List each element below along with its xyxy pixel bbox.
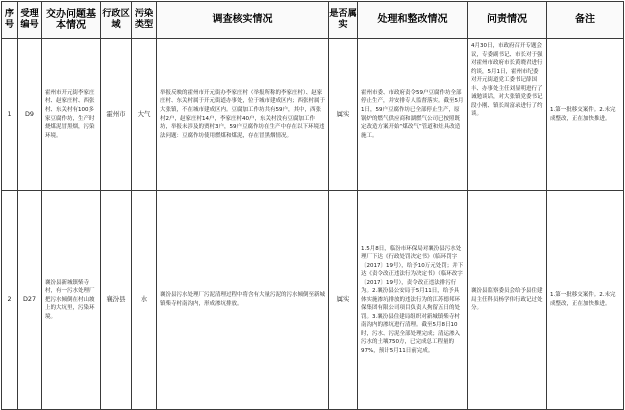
header-issue: 交办问题基本情况 (42, 2, 101, 39)
table-body (2, 39, 624, 410)
header-accountability: 问责情况 (468, 2, 547, 39)
header-case-no: 受理编号 (18, 2, 42, 39)
cell-accountability: 襄汾县监察委员会给予县住建局主任科员杨学伟行政记过处分。 (468, 191, 547, 410)
header-region: 行政区域 (101, 2, 132, 39)
header-remarks: 备注 (547, 2, 624, 39)
table-row (2, 191, 624, 410)
cell-verified: 属实 (329, 39, 358, 191)
table-row (2, 39, 624, 191)
cell-region: 襄汾县 (101, 191, 132, 410)
cell-region: 霍州市 (101, 39, 132, 191)
cell-issue: 襄汾县新城镇柴寺村，有一污水处理厂把污水倾倒在村山坡上的大坑里，污染环境。 (42, 191, 101, 410)
cell-handling: 霍州市委、市政府责令59户豆腐作坊全部停止生产，并安排专人监督落实。截至5月1日，59户豆腐作坊已全部停止生产，原锅炉的燃气供应商和湖燃气公司已按照既定改造方案开始“煤改气”管道和灶具改造施工。 (358, 39, 468, 191)
cell-pollution-type: 水 (132, 191, 157, 410)
cell-case-no: D27 (18, 191, 42, 410)
cell-seq: 2 (2, 191, 18, 410)
table-header (2, 2, 624, 39)
header-verified: 是否属实 (329, 2, 358, 39)
cell-pollution-type: 大气 (132, 39, 157, 191)
cell-seq: 1 (2, 39, 18, 191)
cell-remarks: 1.第一批移交案件。2.未完成整改，正在加快推进。 (547, 39, 624, 191)
cell-investigation: 举报反映的霍州市开元街办李家庄村（举报所称的李家庄村）、赵家庄村、东关村属于开元街道办事处，位于城市建成区内；西张村属于大张镇，不在城市建成区内。豆腐加工作坊共有59户，其中，西张村2户，赵家庄村14户，李家庄村40户，东关村没有豆腐加工作坊，举报未涉及的贾村3户，59户豆腐作坊在生产中存在以下环境违法问题：豆腐作坊使用燃煤和煤泥，存在冒黑烟情况。 (157, 39, 329, 191)
header-seq: 序号 (2, 2, 18, 39)
cell-verified: 属实 (329, 191, 358, 410)
case-table (1, 1, 624, 410)
header-handling: 处理和整改情况 (358, 2, 468, 39)
header-row (2, 2, 624, 39)
cell-remarks: 1.第一批移交案件。2.未完成整改，正在加快推进。 (547, 191, 624, 410)
cell-case-no: D9 (18, 39, 42, 191)
cell-accountability: 4月30日，市政府召开专题会议，专委副书记、市长对于强对霍州市政府市长黄晓君进行约谈，5月1日，霍州市纪委对开元街道党工委书记薛国丰、办事处主任刘显明进行了诫勉谈话，对大张镇党委书记段小刚、镇长周富录进行了约谈。 (468, 39, 547, 191)
header-investigation: 调查核实情况 (157, 2, 329, 39)
cell-handling: 1.5月8日，临汾市环保局对襄汾县污水处理厂下达《行政处罚决定书》（临环罚字〔2017〕19号），给予10万元处罚；并下达《责令改正违法行为决定书》（临环改字〔2017〕19号），责令改正违法排污行为。2.襄汾县公安局于5月11日，给予具体实施渗坑排放的违法行为的江苏德邦环保集团有限公司项目负责人拘留五日的处罚。3.襄汾县住建局组织对新城镇柴寺村南沟内的渗坑进行清理。截至5月8日10时，污水、污泥全部处理完成；清运渗入污水的土壤750方，已完成总工程量的97%，预计5月11日前完成。 (358, 191, 468, 410)
header-pollution-type: 污染类型 (132, 2, 157, 39)
cell-investigation: 襄汾县污水处理厂污泥清理过程中将含有大量污泥的污水倾倒至新城镇柴寺村南沟内，形成渗坑排放。 (157, 191, 329, 410)
cell-issue: 霍州市开元街李家庄村、赵家庄村、西张村、东关村有100多家豆腐作坊，生产时烧煤泥冒黑烟，污染环境。 (42, 39, 101, 191)
